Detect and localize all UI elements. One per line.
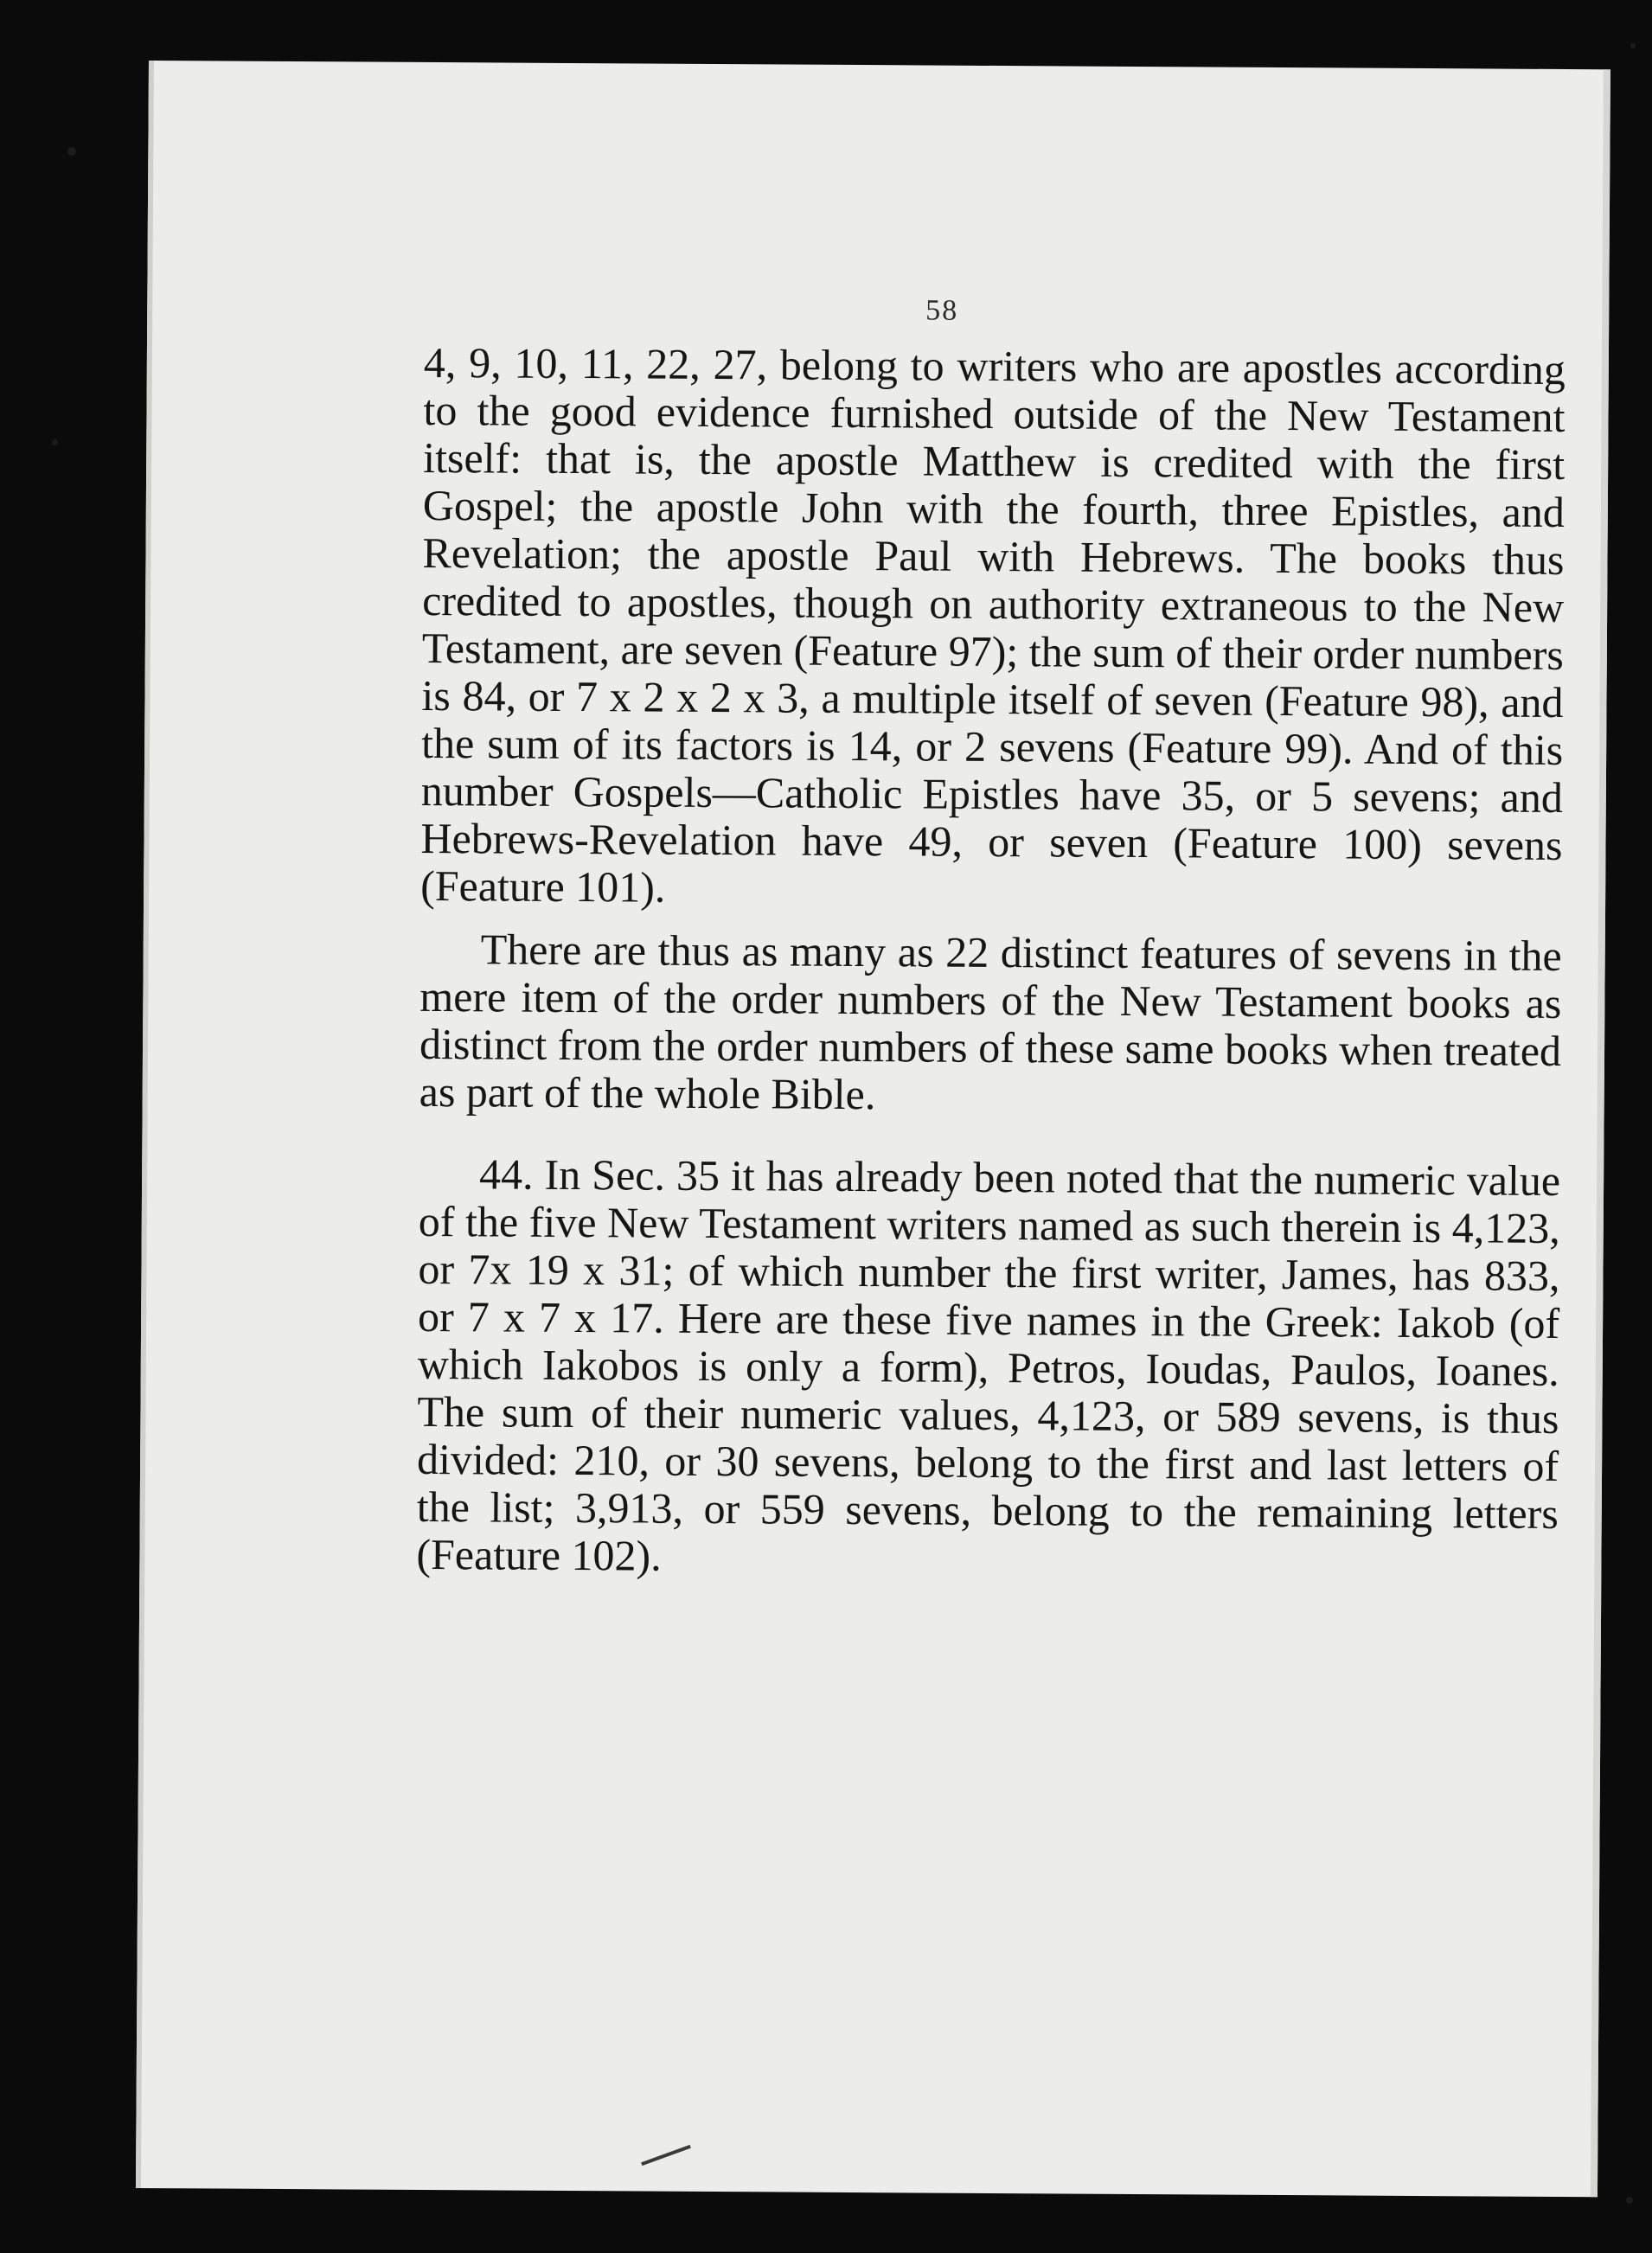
paragraph-features-summary: There are thus as many as 22 distinct features of sevens in the mere item of the order numbers of the New Testament books as distinct from the order numbers of these same books when treated as part of the whole Bible. [419, 925, 1562, 1119]
document-page [136, 61, 1610, 2197]
page-edge-right [1591, 69, 1610, 2197]
paragraph-section-44: 44. In Sec. 35 it has already been noted that the numeric value of the five New Testament writers named as such therein is 4,123, or 7x 19 x 31; of which number the first writer, James, has 833, or 7 x 7 x 17. Here are these five names in the Greek: Iakob (of which Iakobos is only a form), Petros, Ioudas, Paulos, Ioanes. The sum of their numeric values, 4,123, or 589 sevens, is thus divided: 210, or 30 sevens, belong to the first and last letters of the list; 3,913, or 559 sevens, belong to the remaining letters (Feature 102). [416, 1149, 1561, 1580]
body-text [416, 339, 1566, 1585]
scan-speck [1626, 2197, 1633, 2204]
scan-speck [52, 439, 58, 445]
scan-speck [67, 147, 76, 156]
paragraph-continuation: 4, 9, 10, 11, 22, 27, belong to writers who are apostles according to the good evidence furnished outside of the New Testament itself: that is, the apostle Matthew is credited with the first Gospel; the apostle John with the fourth, three Epistles, and Revelation; the apostle Paul with Hebrews. The books thus credited to apostles, though on authority extraneous to the New Testament, are seven (Feature 97); the sum of their order numbers is 84, or 7 x 2 x 2 x 3, a multiple itself of seven (Feature 98), and the sum of its factors is 14, or 2 sevens (Feature 99). And of this number Gospels—Catholic Epistles have 35, or 5 sevens; and Hebrews-Revelation have 49, or seven (Feature 100) sevens (Feature 101). [420, 337, 1566, 912]
page-edge-left [136, 61, 154, 2188]
scan-speck [1630, 43, 1636, 48]
page-number: 58 [925, 294, 959, 327]
